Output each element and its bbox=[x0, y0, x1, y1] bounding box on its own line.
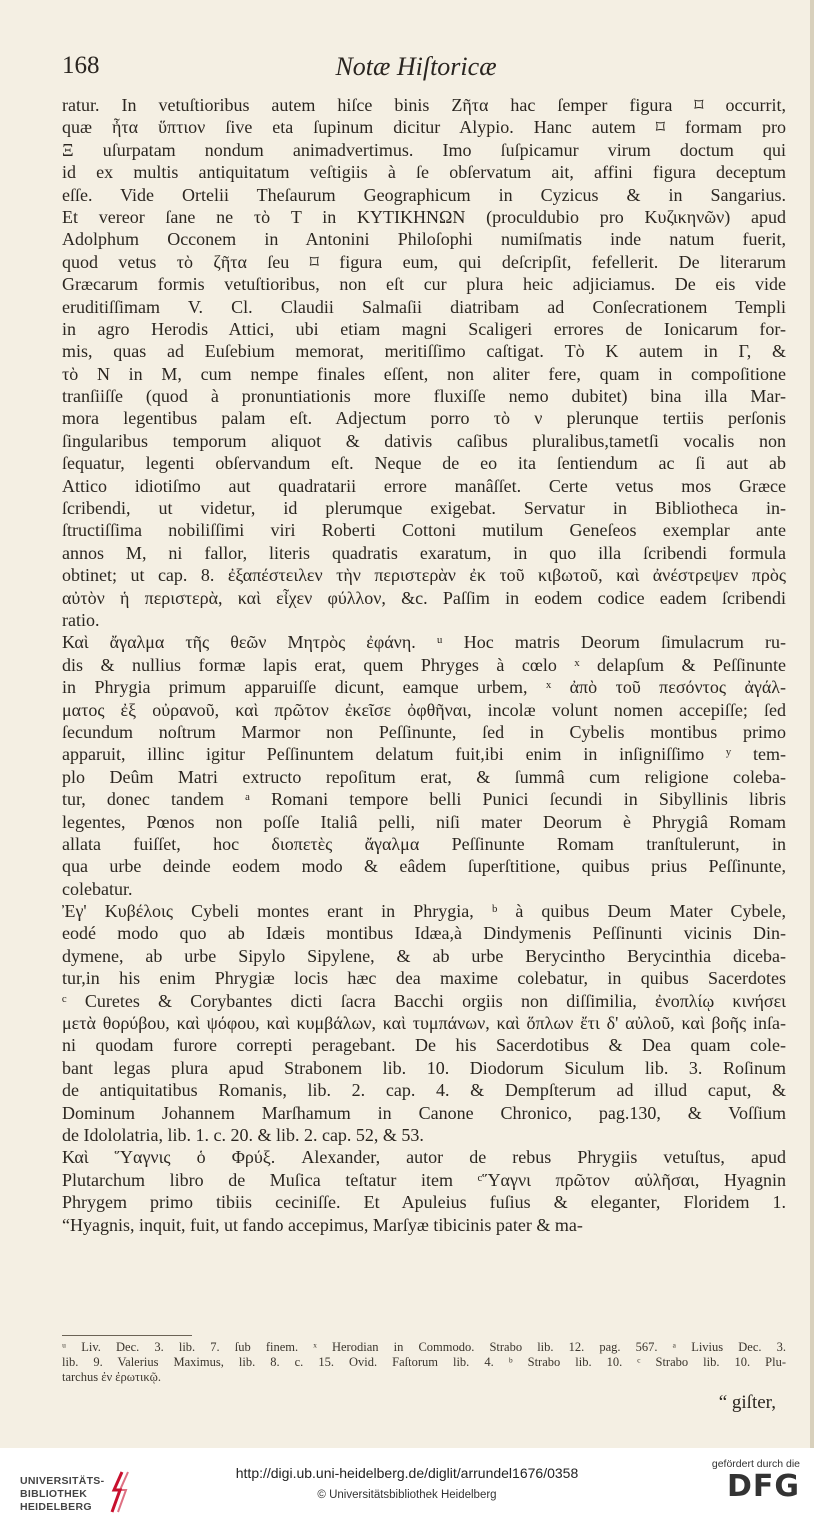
text-line: ni quodam furore correpti peragebant. De his Sacerdotibus & Dea quam cole- bbox=[62, 1035, 786, 1056]
footnote-line: tarchus ἐν ἐρωτικῷ. bbox=[62, 1370, 161, 1384]
main-text bbox=[62, 94, 786, 1236]
text-line: legentes, Pœnos non poſſe Italiâ pelli, niſi mater Deorum è Phrygiâ Romam bbox=[62, 811, 786, 832]
text-line: Καὶ Ὕαγνις ὁ Φρύξ. Alexander, autor de rebus Phrygiis vetuſtus, apud bbox=[62, 1147, 786, 1168]
text-line: μετὰ θορύβου, καὶ ψόφου, καὶ κυμβάλων, καὶ τυμπάνων, καὶ ὅπλων ἔτι δ' αὐλοῦ, καὶ βοῆς inſa- bbox=[62, 1013, 786, 1034]
text-line: quæ ἦτα ὕπτιον ſive eta ſupinum dicitur Alypio. Hanc autem ⌑ formam pro bbox=[62, 117, 786, 138]
text-line: plo Deûm Matri extructo repoſitum erat, & ſummâ cum religione coleba- bbox=[62, 766, 786, 787]
library-name-line: BIBLIOTHEK bbox=[20, 1488, 88, 1500]
text-line: obtinet; ut cap. 8. ἐξαπέστειλεν τὴν περιστερὰν ἐκ τοῦ κιβωτοῦ, καὶ ἀνέστρεψεν πρὸς bbox=[62, 565, 786, 586]
text-line: Ξ uſurpatam nondum animadvertimus. Imo ſuſpicamur virum doctum qui bbox=[62, 139, 786, 160]
text-line: τὸ N in M, cum nempe finales eſſent, non aliter fere, quam in compoſitione bbox=[62, 363, 786, 384]
text-line: Καὶ ἄγαλμα τῆς θεῶν Μητρὸς ἐφάνη. ᵘ Hoc matris Deorum ſimulacrum ru- bbox=[62, 632, 786, 653]
text-line: ſingularibus temporum aliquot & dativis caſibus pluralibus,tametſi vocalis non bbox=[62, 430, 786, 451]
text-line: ratur. In vetuſtioribus autem hiſce binis Ζῆτα hac ſemper figura ⌑ occurrit, bbox=[62, 95, 786, 115]
text-line: ματος ἐξ οὐρανοῦ, καὶ πρῶτον ἐκεῖσε ὀφθῆναι, incolæ volunt nomen accepiſſe; ſed bbox=[62, 699, 786, 720]
text-line: tranſiiſſe (quod à pronuntiationis more fluxiſſe nemo dubitet) bina illa Mar- bbox=[62, 386, 786, 407]
viewer-footer bbox=[0, 1448, 814, 1517]
text-line: ſequatur, legenti obſervandum eſt. Neque de eo ita ſentiendum ac ſi aut ab bbox=[62, 453, 786, 474]
text-line: eodé modo quo ab Idæis montibus Idæa,à Dindymenis Peſſinunti vicinis Din- bbox=[62, 923, 786, 944]
running-head: Notæ Hiſtoricæ bbox=[335, 52, 497, 81]
text-line: apparuit, illinc igitur Peſſinuntem delatum fuit,ibi enim in inſigniſſimo ʸ tem- bbox=[62, 744, 786, 765]
text-line: qua urbe deinde eodem modo & eâdem ſuperſtitione, quibus prius Peſſinunte, bbox=[62, 856, 786, 877]
text-line: colebatur. bbox=[62, 878, 133, 899]
text-line: Phrygem primo tibiis ceciniſſe. Et Apuleius fuſius & eleganter, Floridem 1. bbox=[62, 1192, 786, 1213]
text-line: annos M, ni fallor, literis quadratis exaratum, in quo illa ſcribendi formula bbox=[62, 542, 786, 563]
text-line: Dominum Johannem Marſhamum in Canone Chronico, pag.130, & Voſſium bbox=[62, 1102, 786, 1123]
text-line: dymene, ab urbe Sipylo Sipylene, & ab urbe Berycintho Berycinthia diceba- bbox=[62, 945, 786, 966]
text-line: Adolphum Occonem in Antonini Philoſophi numiſmatis inde natum fuerit, bbox=[62, 229, 786, 250]
text-line: ſtructiſſima nobiliſſimi viri Roberti Cottoni mutilum Geneſeos exemplar ante bbox=[62, 520, 786, 541]
page-number: 168 bbox=[62, 52, 100, 79]
footnote-rule bbox=[62, 1335, 192, 1336]
text-line: Ἐγ' Κυβέλοις Cybeli montes erant in Phrygia, ᵇ à quibus Deum Mater Cybele, bbox=[62, 901, 786, 922]
text-line: “Hyagnis, inquit, fuit, ut fando accepimus, Marſyæ tibicinis pater & ma- bbox=[62, 1214, 583, 1235]
funder-logo[interactable] bbox=[700, 1458, 800, 1504]
library-name-line: HEIDELBERG bbox=[20, 1501, 92, 1513]
text-line: in Phrygia primum apparuiſſe dicunt, eamque urbem, ˣ ἀπὸ τοῦ πεσόντος ἀγάλ- bbox=[62, 677, 786, 698]
copyright-notice: © Universitätsbibliothek Heidelberg bbox=[317, 1489, 497, 1501]
footnotes bbox=[62, 1340, 786, 1385]
text-line: tur,in his enim Phrygiæ locis hæc dea maxime colebatur, in quibus Sacerdotes bbox=[62, 968, 786, 989]
funder-caption: gefördert durch die bbox=[711, 1458, 800, 1470]
text-line: Græcarum formis vetuſtioribus, non eſt cur plura heic adjiciamus. De eis vide bbox=[62, 274, 786, 295]
text-line: αὐτὸν ἡ περιστερὰ, καὶ εἶχεν φύλλον, &c. Paſſim in eodem codice eadem ſcribendi bbox=[62, 587, 786, 608]
text-line: tur, donec tandem ᵃ Romani tempore belli Punici ſecundi in Sibyllinis libris bbox=[62, 789, 786, 810]
text-line: allata fuiſſet, hoc διοπετὲς ἄγαλμα Peſſinunte Romam tranſtulerunt, in bbox=[62, 833, 786, 854]
page-header bbox=[62, 52, 770, 88]
footnote-line: lib. 9. Valerius Maximus, lib. 8. c. 15. Ovid. Faſtorum lib. 4. ᵇ Strabo lib. 10. ᶜ Strabo lib. 10. Plu- bbox=[62, 1355, 786, 1369]
text-line: de Idololatria, lib. 1. c. 20. & lib. 2. cap. 52, & 53. bbox=[62, 1124, 424, 1145]
text-line: bant legas plura apud Strabonem lib. 10. Diodorum Siculum lib. 3. Roſinum bbox=[62, 1057, 786, 1078]
dfg-logo: DFG bbox=[726, 1469, 800, 1504]
text-line: in agro Herodis Attici, ubi etiam magni Scaligeri errores de Ionicarum for- bbox=[62, 318, 786, 339]
text-line: de antiquitatibus Romanis, lib. 2. cap. 4. & Dempſterum ad illud caput, & bbox=[62, 1080, 786, 1101]
text-line: ᶜ Curetes & Corybantes dicti ſacra Bacchi orgiis non diſſimilia, ἐνοπλίῳ κινήσει bbox=[62, 990, 786, 1011]
text-line: Et vereor ſane ne τὸ T in KYTIKHNΩN (proculdubio pro Κυζικηνῶν) apud bbox=[62, 206, 786, 227]
permalink-url[interactable]: http://digi.ub.uni-heidelberg.de/diglit/arrundel1676/0358 bbox=[235, 1465, 579, 1481]
text-line: id ex multis antiquitatum veſtigiis à ſe obſervatum ait, affini figura deceptum bbox=[62, 162, 786, 183]
text-line: quod vetus τὸ ζῆτα ſeu ⌑ figura eum, qui deſcripſit, fefellerit. De literarum bbox=[62, 251, 786, 272]
text-line: eſſe. Vide Ortelii Theſaurum Geographicum in Cyzicus & in Sangarius. bbox=[62, 184, 786, 205]
library-name-line: UNIVERSITÄTS- bbox=[20, 1475, 105, 1487]
text-line: eruditiſſimam V. Cl. Claudii Salmaſii diatribam ad Conſecrationem Templi bbox=[62, 296, 786, 317]
text-line: Attico idiotiſmo aut quadratarii errore manâſſet. Certe vetus mos Græce bbox=[62, 475, 786, 496]
text-line: ratio. bbox=[62, 609, 100, 630]
text-line: Plutarchum libro de Muſica teſtatur item ᶜὝαγνι πρῶτον αὐλῆσαι, Hyagnin bbox=[62, 1169, 786, 1190]
footnote-line: ᵘ Liv. Dec. 3. lib. 7. ſub finem. ˣ Herodian in Commodo. Strabo lib. 12. pag. 567. ᵃ Livius Dec. 3. bbox=[62, 1340, 786, 1354]
text-line: ſecundum noſtrum Marmor non Peſſinunte, ſed in Cybelis montibus primo bbox=[62, 721, 786, 742]
text-line: mis, quas ad Euſebium memorat, meritiſſimo caſtigat. Τὸ K autem in Γ, & bbox=[62, 341, 786, 362]
text-line: ſcribendi, ut videtur, id plerumque exigebat. Servatur in Bibliotheca in- bbox=[62, 498, 786, 519]
text-line: dis & nullius formæ lapis erat, quem Phryges à cœlo ˣ delapſum & Peſſinunte bbox=[62, 654, 786, 675]
text-line: mora legentibus palam eſt. Adjectum porro τὸ ν plerunque tertiis perſonis bbox=[62, 408, 786, 429]
catchword: “ giſter, bbox=[718, 1392, 776, 1413]
